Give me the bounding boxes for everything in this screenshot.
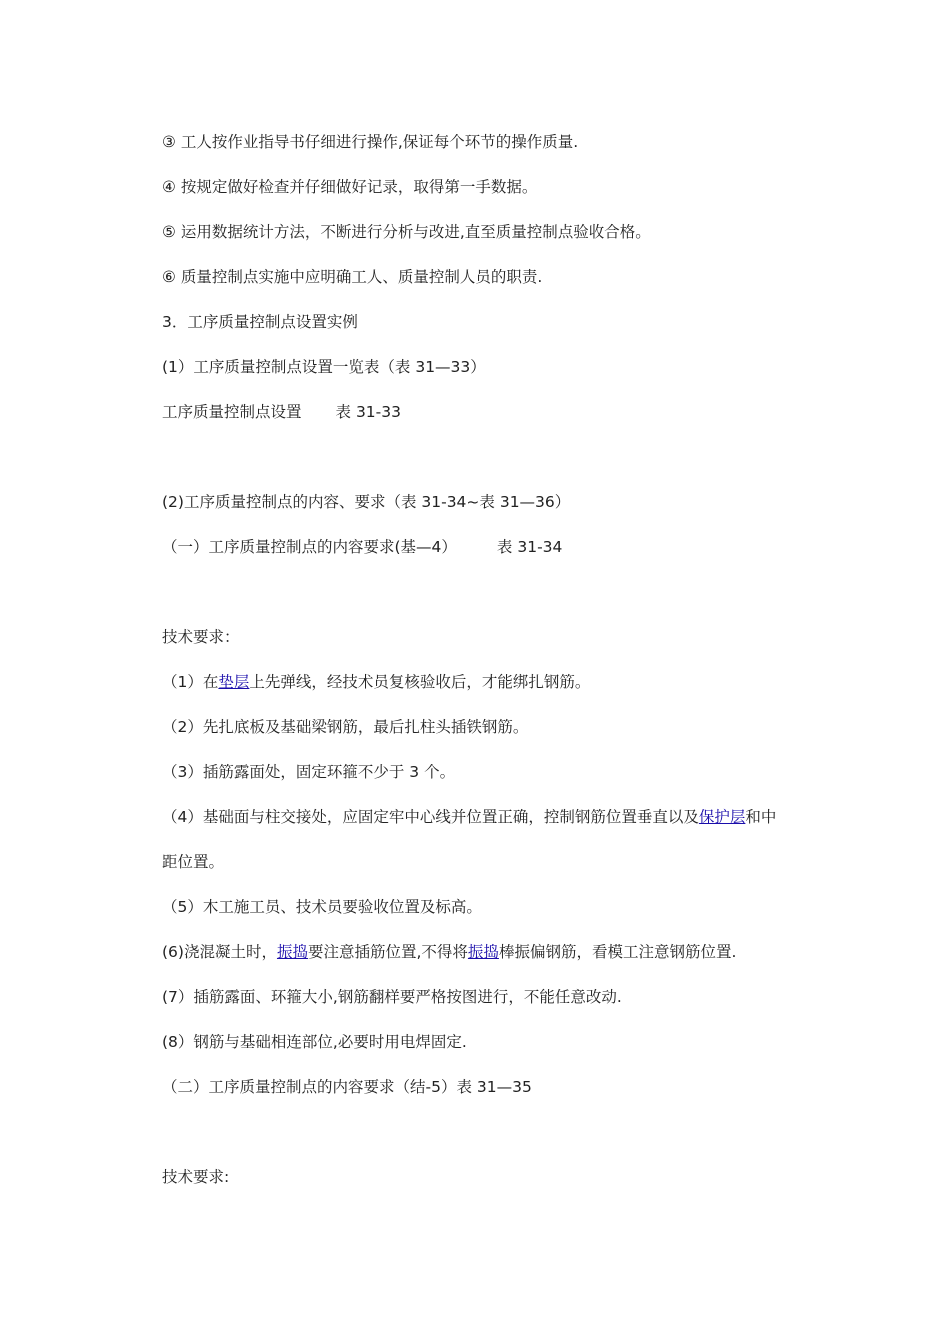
subsection-2: (2)工序质量控制点的内容、要求（表 31-34~表 31—36） (162, 493, 571, 511)
requirement-4 (162, 795, 842, 840)
table-caption-title: （一）工序质量控制点的内容要求(基—4） (162, 538, 457, 556)
blank-line (162, 435, 842, 480)
link-dianceng[interactable]: 垫层 (218, 673, 250, 691)
requirement-text: 要注意插筋位置,不得将 (307, 943, 468, 961)
document-body (162, 120, 842, 1200)
tech-requirements-heading-2: 技术要求: (162, 1168, 230, 1186)
table-caption-number: 表 31-33 (335, 403, 401, 421)
requirement-6 (162, 930, 842, 975)
requirement-text: （4）基础面与柱交接处，应固定牢中心线并位置正确，控制钢筋位置垂直以及 (162, 808, 699, 826)
link-baohuceng[interactable]: 保护层 (698, 808, 746, 826)
requirement-5: （5）木工施工员、技术员要验收位置及标高。 (162, 898, 482, 916)
paragraph-step-6: ⑥ 质量控制点实施中应明确工人、质量控制人员的职责. (162, 268, 543, 286)
section-heading-3: 3．工序质量控制点设置实例 (162, 313, 358, 331)
paragraph-step-4: ④ 按规定做好检查并仔细做好记录，取得第一手数据。 (162, 178, 538, 196)
link-zhendao-1[interactable]: 振捣 (276, 943, 308, 961)
link-zhendao-2[interactable]: 振捣 (467, 943, 499, 961)
requirement-2: （2）先扎底板及基础梁钢筋，最后扎柱头插铁钢筋。 (162, 718, 529, 736)
blank-line (162, 1110, 842, 1155)
table-caption-31-33 (162, 390, 842, 435)
requirement-7: (7）插筋露面、环箍大小,钢筋翻样要严格按图进行，不能任意改动. (162, 988, 622, 1006)
tech-requirements-heading: 技术要求： (162, 628, 240, 646)
subsection-1: (1）工序质量控制点设置一览表（表 31—33） (162, 358, 486, 376)
requirement-3: （3）插筋露面处，固定环箍不少于 3 个。 (162, 763, 456, 781)
table-caption-title: 工序质量控制点设置 (162, 403, 302, 421)
paragraph-step-5: ⑤ 运用数据统计方法，不断进行分析与改进,直至质量控制点验收合格。 (162, 223, 651, 241)
requirement-4-continued: 距位置。 (162, 853, 225, 871)
requirement-text: 上先弹线，经技术员复核验收后，才能绑扎钢筋。 (249, 673, 591, 691)
table-caption-31-35: （二）工序质量控制点的内容要求（结-5）表 31—35 (162, 1078, 532, 1096)
requirement-text: （1）在 (162, 673, 219, 691)
requirement-text: (6)浇混凝土时， (162, 943, 277, 961)
requirement-text: 棒振偏钢筋，看模工注意钢筋位置. (498, 943, 737, 961)
table-caption-31-34 (162, 525, 842, 570)
requirement-1 (162, 660, 842, 705)
blank-line (162, 570, 842, 615)
table-caption-number: 表 31-34 (496, 538, 563, 556)
requirement-text: 和中 (745, 808, 777, 826)
paragraph-step-3: ③ 工人按作业指导书仔细进行操作,保证每个环节的操作质量. (162, 133, 579, 151)
requirement-8: (8）钢筋与基础相连部位,必要时用电焊固定. (162, 1033, 467, 1051)
